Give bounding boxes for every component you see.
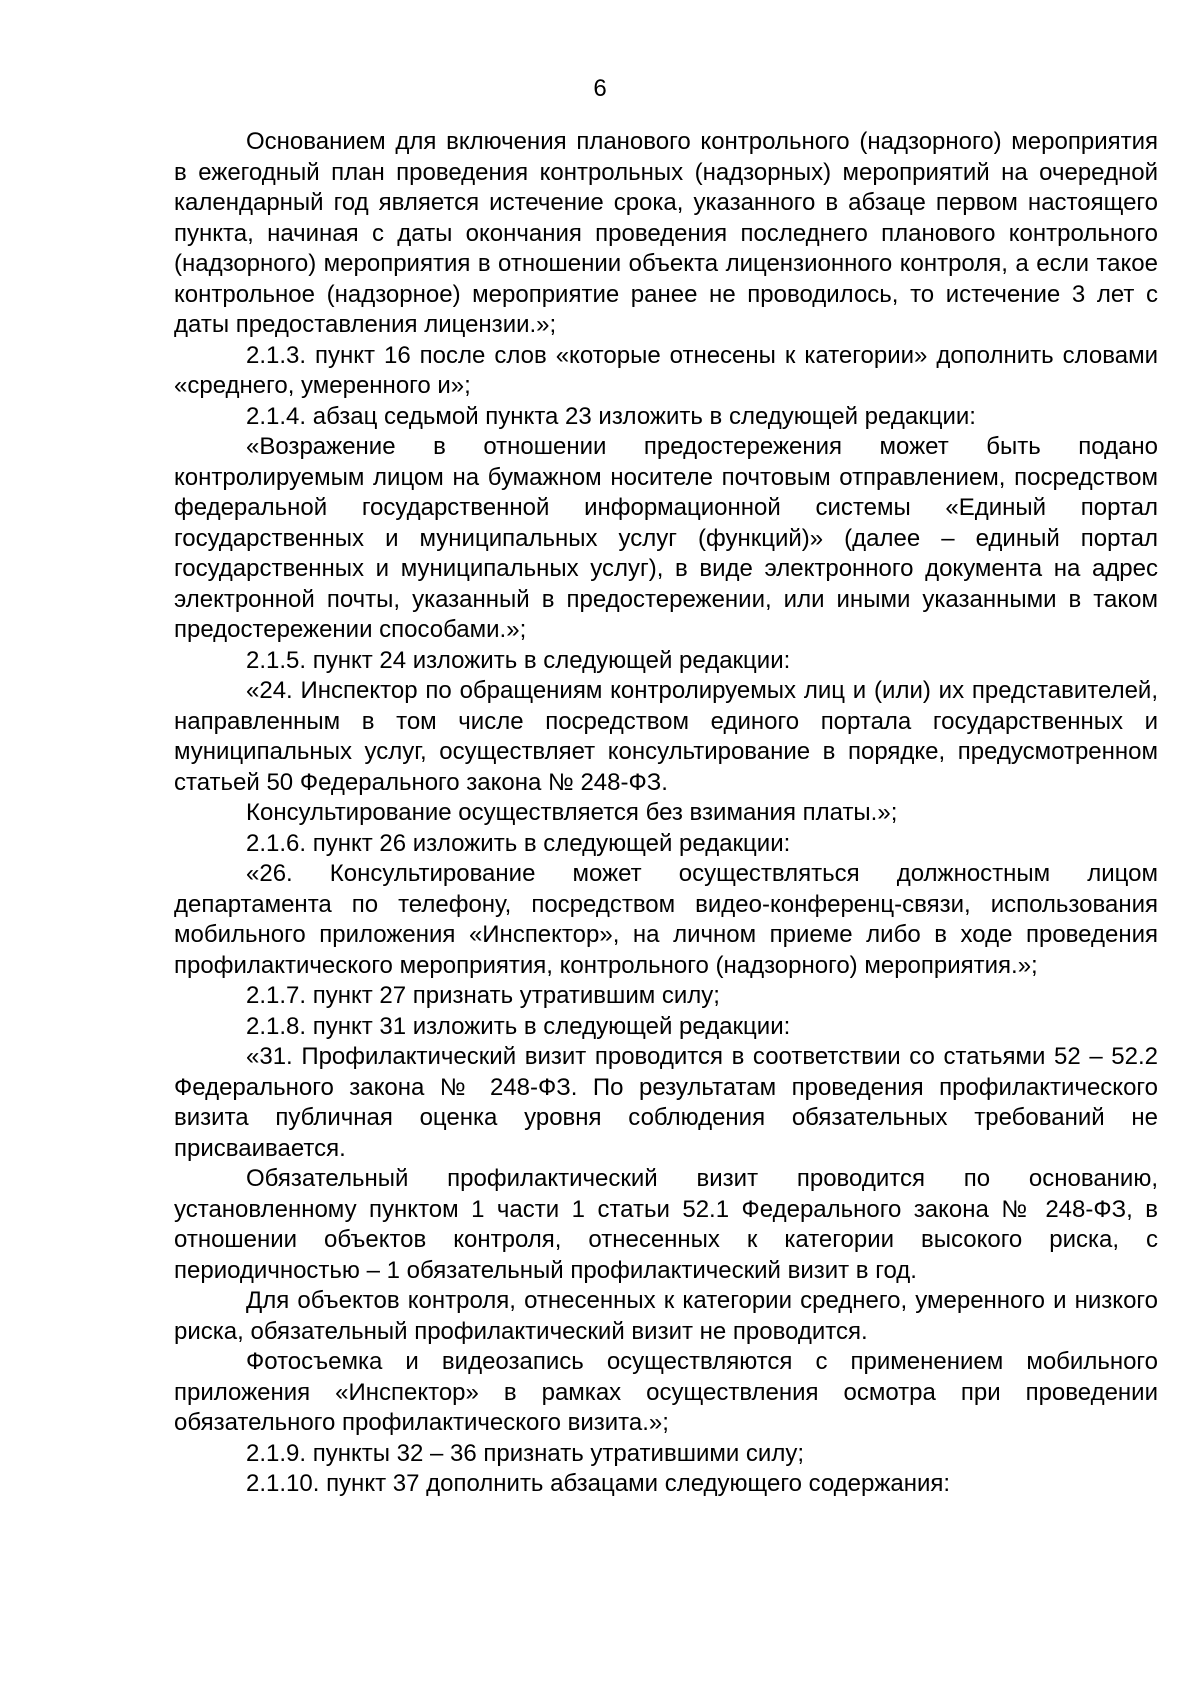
paragraph-photo-video: Фотосъемка и видеозапись осуществляются с применением мобильного приложения «Инспектор» в рамках осуществления осмотра при проведении обязательного профилактического визита.»; — [174, 1348, 1158, 1436]
paragraph-2-1-8: 2.1.8. пункт 31 изложить в следующей редакции: — [246, 1012, 791, 1040]
paragraph-2-1-10: 2.1.10. пункт 37 дополнить абзацами следующего содержания: — [246, 1470, 951, 1497]
paragraph-objection: «Возражение в отношении предостережения может быть подано контролируемым лицом на бумажном носителе почтовым отправлением, посредством федеральной государственной информационной системы «Единый портал государственных и муниципальных услуг (функций)» (далее – единый портал государственных и муниципальных услуг), в виде электронного документа на адрес электронной почты, указанный в предостережении, или иными указанными в таком предостережении способами.»; — [174, 433, 1158, 643]
paragraph-2-1-4: 2.1.4. абзац седьмой пункта 23 изложить в следующей редакции: — [246, 402, 976, 430]
document-body — [174, 127, 1158, 1500]
paragraph-item-26: «26. Консультирование может осуществляться должностным лицом департамента по телефону, посредством видео-конференц-связи, использования мобильного приложения «Инспектор», на личном приеме либо в ходе проведения профилактического мероприятия, контрольного (надзорного) мероприятия.»; — [174, 860, 1158, 979]
page-number: 6 — [593, 75, 607, 102]
paragraph-mandatory-visit: Обязательный профилактический визит проводится по основанию, установленному пунктом 1 части 1 статьи 52.1 Федерального закона № 248-ФЗ, в отношении объектов контроля, отнесенных к категории высокого риска, с периодичностью – 1 обязательный профилактический визит в год. — [174, 1165, 1158, 1284]
paragraph-2-1-5: 2.1.5. пункт 24 изложить в следующей редакции: — [246, 646, 791, 674]
paragraph-2-1-6: 2.1.6. пункт 26 изложить в следующей редакции: — [246, 829, 791, 857]
paragraph-item-31: «31. Профилактический визит проводится в соответствии со статьями 52 – 52.2 Федерального закона № 248-ФЗ. По результатам проведения профилактического визита публичная оценка уровня соблюдения обязательных требований не присваивается. — [174, 1043, 1158, 1162]
paragraph-2-1-3: 2.1.3. пункт 16 после слов «которые отнесены к категории» дополнить словами «среднего, умеренного и»; — [174, 341, 1158, 399]
paragraph-2-1-7: 2.1.7. пункт 27 признать утратившим силу; — [246, 982, 720, 1009]
paragraph-2-1-9: 2.1.9. пункты 32 – 36 признать утратившими силу; — [246, 1439, 804, 1467]
paragraph-plan-basis: Основанием для включения планового контрольного (надзорного) мероприятия в ежегодный план проведения контрольных (надзорных) мероприятий на очередной календарный год является истечение срока, указанного в абзаце первом настоящего пункта, начиная с даты окончания проведения последнего планового контрольного (надзорного) мероприятия в отношении объекта лицензионного контроля, а если такое контрольное (надзорное) мероприятие ранее не проводилось, то истечение 3 лет с даты предоставления лицензии.»; — [174, 128, 1158, 338]
paragraph-consulting-free: Консультирование осуществляется без взимания платы.»; — [246, 799, 898, 826]
paragraph-no-visit-categories: Для объектов контроля, отнесенных к категории среднего, умеренного и низкого риска, обязательный профилактический визит не проводится. — [174, 1287, 1158, 1345]
paragraph-item-24: «24. Инспектор по обращениям контролируемых лиц и (или) их представителей, направленным в том числе посредством единого портала государственных и муниципальных услуг, осуществляет консультирование в порядке, предусмотренном статьей 50 Федерального закона № 248-ФЗ. — [174, 677, 1158, 796]
